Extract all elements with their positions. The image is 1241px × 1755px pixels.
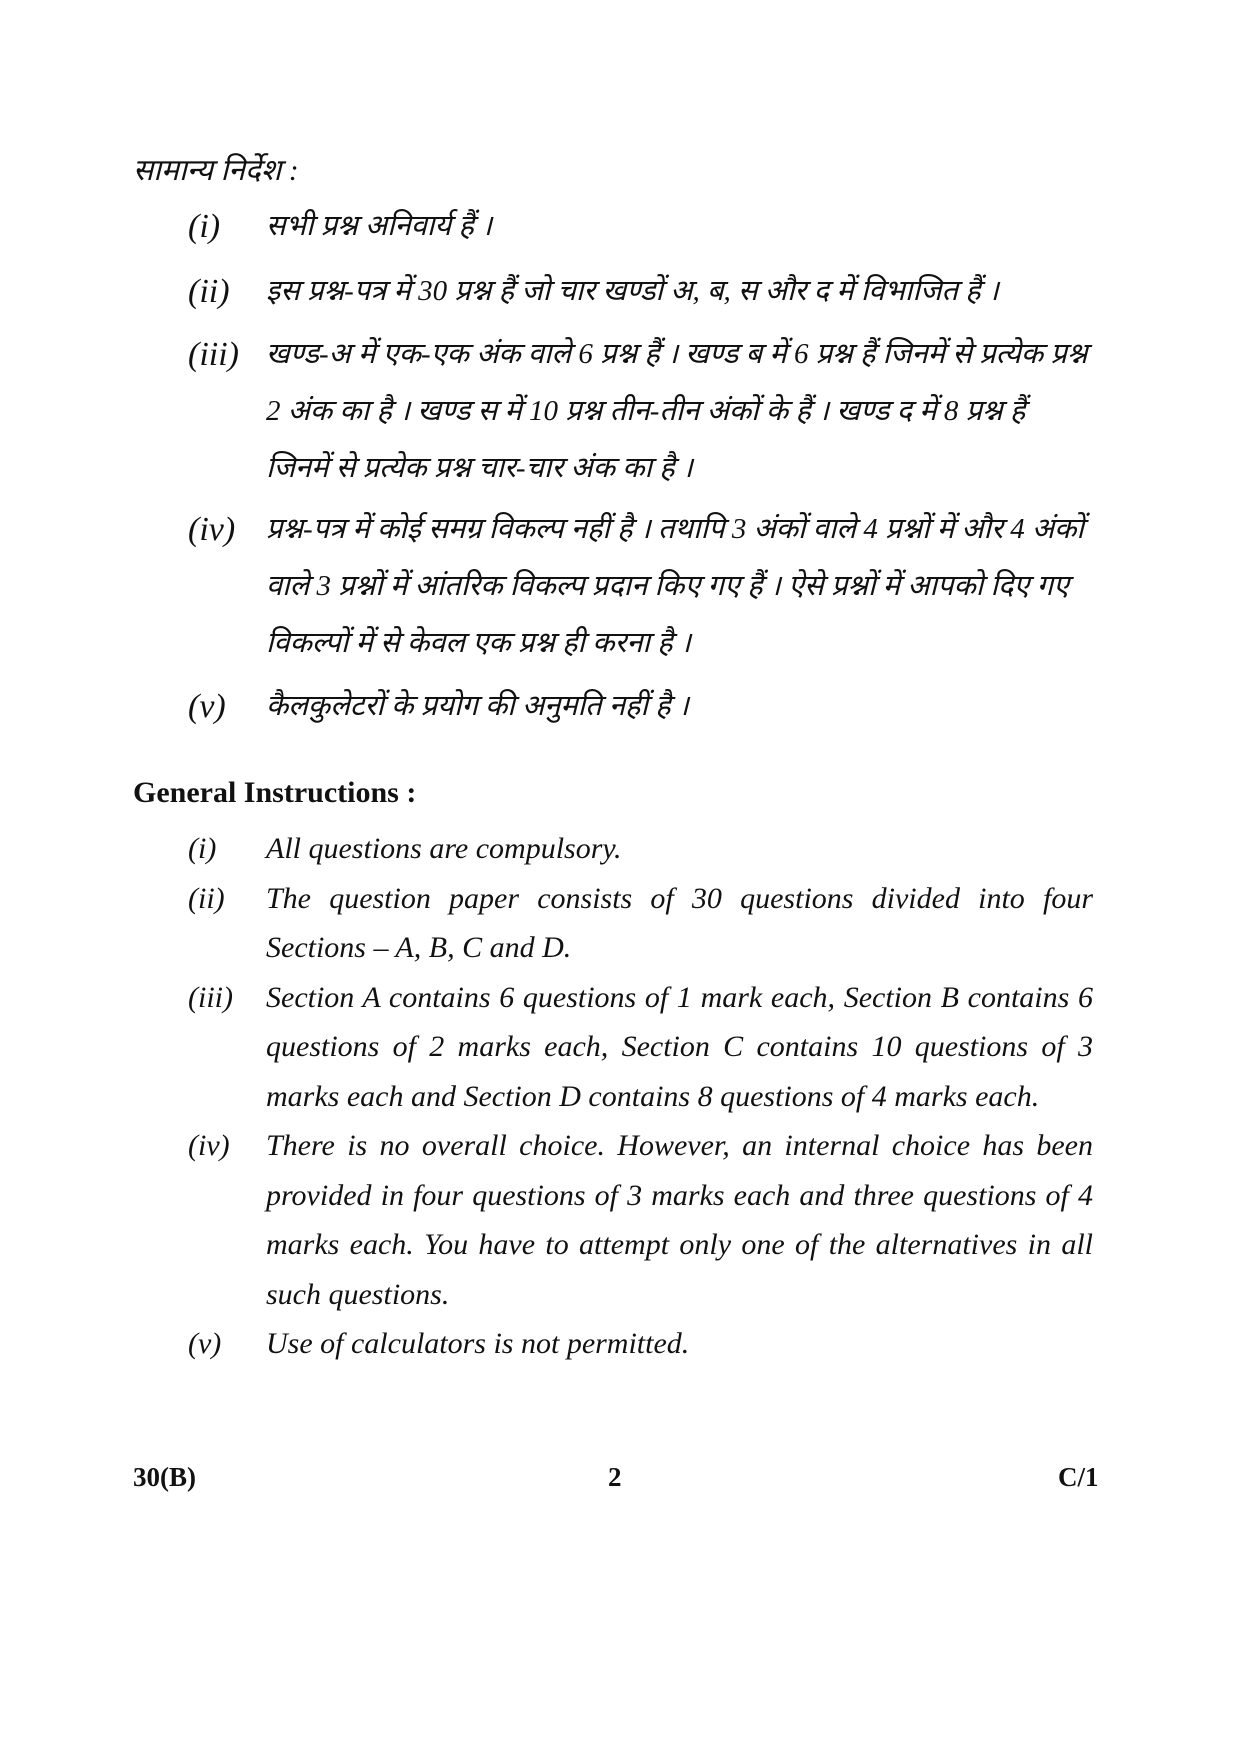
item-number: (ii): [188, 881, 225, 915]
hindi-instructions-list: [188, 196, 1093, 741]
hindi-instructions-title: सामान्य निर्देश :: [133, 154, 299, 187]
item-text: Section A contains 6 questions of 1 mark each, Section B contains 6 questions of 2 marks each, Section C contains 10 questions of 3 marks each and Section D contains 8 questions of 4 marks each.: [266, 980, 1093, 1113]
item-number: (i): [188, 208, 221, 245]
item-text: There is no overall choice. However, an internal choice has been provided in four questions of 3 marks each and three questions of 4 marks each. You have to attempt only one of the alternatives in all such questions.: [266, 1129, 1093, 1311]
item-text: All questions are compulsory.: [266, 832, 622, 865]
item-text: कैलकुलेटरों के प्रयोग की अनुमति नहीं है ।: [266, 690, 689, 722]
hindi-instruction-item: [188, 501, 1093, 672]
item-number: (v): [188, 688, 226, 725]
item-text: The question paper consists of 30 questions divided into four Sections – A, B, C and D.: [266, 881, 1093, 964]
paper-code: 30(B): [133, 1462, 196, 1492]
item-number: (iii): [188, 980, 233, 1014]
hindi-instruction-item: [188, 676, 1093, 737]
item-number: (iv): [188, 1129, 230, 1162]
set-code: C/1: [1058, 1462, 1099, 1492]
item-text: खण्ड-अ में एक-एक अंक वाले 6 प्रश्न हैं । खण्ड ब में 6 प्रश्न हैं जिनमें से प्रत्येक प्रश्न 2 अंक का है । खण्ड स में 10 प्रश्न तीन-तीन अंकों के हैं । खण्ड द में 8 प्रश्न हैं जिनमें से प्रत्येक प्रश्न चार-चार अंक का है ।: [266, 338, 1088, 484]
hindi-instruction-item: [188, 196, 1093, 257]
english-instructions-list: [188, 824, 1093, 1369]
item-number: (i): [188, 832, 217, 865]
english-instruction-item: [188, 1121, 1093, 1319]
english-instruction-item: [188, 874, 1093, 973]
item-text: Use of calculators is not permitted.: [266, 1327, 690, 1360]
item-text: सभी प्रश्न अनिवार्य हैं ।: [266, 210, 493, 242]
english-instructions-title: General Instructions :: [133, 776, 417, 809]
item-number: (v): [188, 1327, 222, 1360]
english-instruction-item: [188, 1319, 1093, 1369]
english-instruction-item: [188, 824, 1093, 874]
hindi-instruction-item: [188, 326, 1093, 497]
item-text: इस प्रश्न-पत्र में 30 प्रश्न हैं जो चार खण्डों अ, ब, स और द में विभाजित हैं ।: [266, 275, 999, 307]
item-number: (iii): [188, 336, 239, 373]
item-number: (iv): [188, 511, 236, 548]
hindi-instruction-item: [188, 261, 1093, 322]
page-number: 2: [608, 1462, 622, 1492]
item-text: प्रश्न-पत्र में कोई समग्र विकल्प नहीं है । तथापि 3 अंकों वाले 4 प्रश्नों में और 4 अंकों वाले 3 प्रश्नों में आंतरिक विकल्प प्रदान किए गए हैं । ऐसे प्रश्नों में आपको दिए गए विकल्पों में से केवल एक प्रश्न ही करना है ।: [266, 513, 1084, 659]
english-instruction-item: [188, 973, 1093, 1122]
item-number: (ii): [188, 273, 230, 310]
